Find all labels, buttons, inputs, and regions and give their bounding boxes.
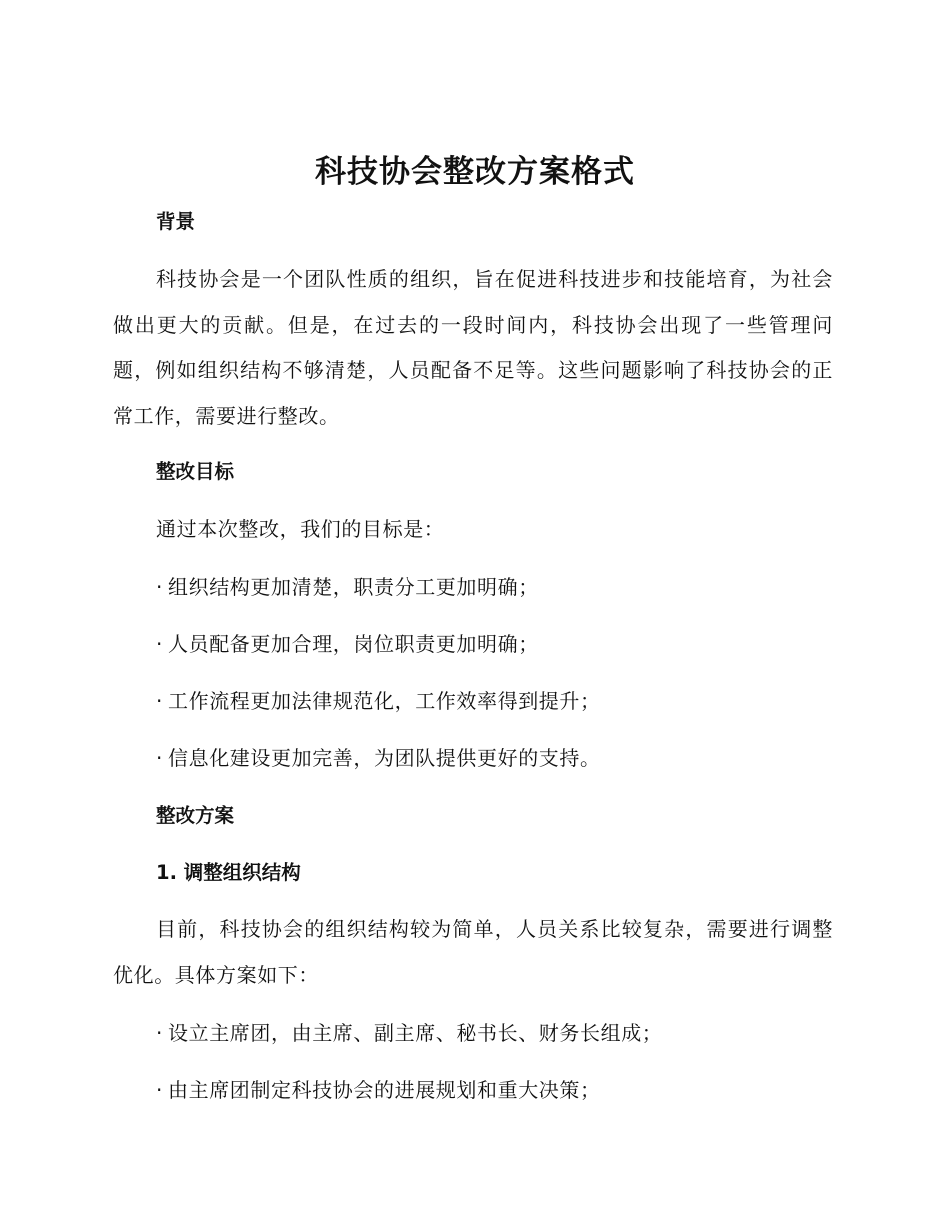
goal-item-text: 人员配备更加合理，岗位职责更加明确；: [168, 632, 539, 656]
heading-background: 背景: [156, 210, 196, 233]
goal-item: [156, 687, 601, 715]
goal-item: [156, 573, 539, 601]
plan-item: [156, 1076, 601, 1104]
goal-item-text: 工作流程更加法律规范化，工作效率得到提升；: [168, 689, 601, 713]
goals-intro: 通过本次整改，我们的目标是：: [156, 517, 445, 541]
plan-item-text: 设立主席团，由主席、副主席、秘书长、财务长组成；: [168, 1021, 663, 1045]
heading-plan: 整改方案: [156, 804, 235, 827]
goal-item: [156, 744, 601, 772]
bullet-marker: ·: [156, 746, 163, 770]
plan-item: [156, 1019, 662, 1047]
plan-item-text: 由主席团制定科技协会的进展规划和重大决策；: [168, 1078, 601, 1102]
bullet-marker: ·: [156, 575, 163, 599]
heading-goals: 整改目标: [156, 460, 235, 483]
subheading-adjust-structure: 1. 调整组织结构: [156, 861, 301, 884]
bullet-marker: ·: [156, 632, 163, 656]
goal-item-text: 信息化建设更加完善，为团队提供更好的支持。: [168, 746, 601, 770]
bullet-marker: ·: [156, 689, 163, 713]
paragraph-background: 科技协会是一个团队性质的组织，旨在促进科技进步和技能培育，为社会做出更大的贡献。但是，在过去的一段时间内，科技协会出现了一些管理问题，例如组织结构不够清楚，人员配备不足等。这些问题影响了科技协会的正常工作，需要进行整改。: [113, 267, 833, 428]
paragraph-plan: 目前，科技协会的组织结构较为简单，人员关系比较复杂，需要进行调整优化。具体方案如下：: [113, 917, 833, 987]
goal-item-text: 组织结构更加清楚，职责分工更加明确；: [168, 575, 539, 599]
document-title: 科技协会整改方案格式: [315, 154, 635, 190]
bullet-marker: ·: [156, 1078, 163, 1102]
bullet-marker: ·: [156, 1021, 163, 1045]
goal-item: [156, 630, 539, 658]
